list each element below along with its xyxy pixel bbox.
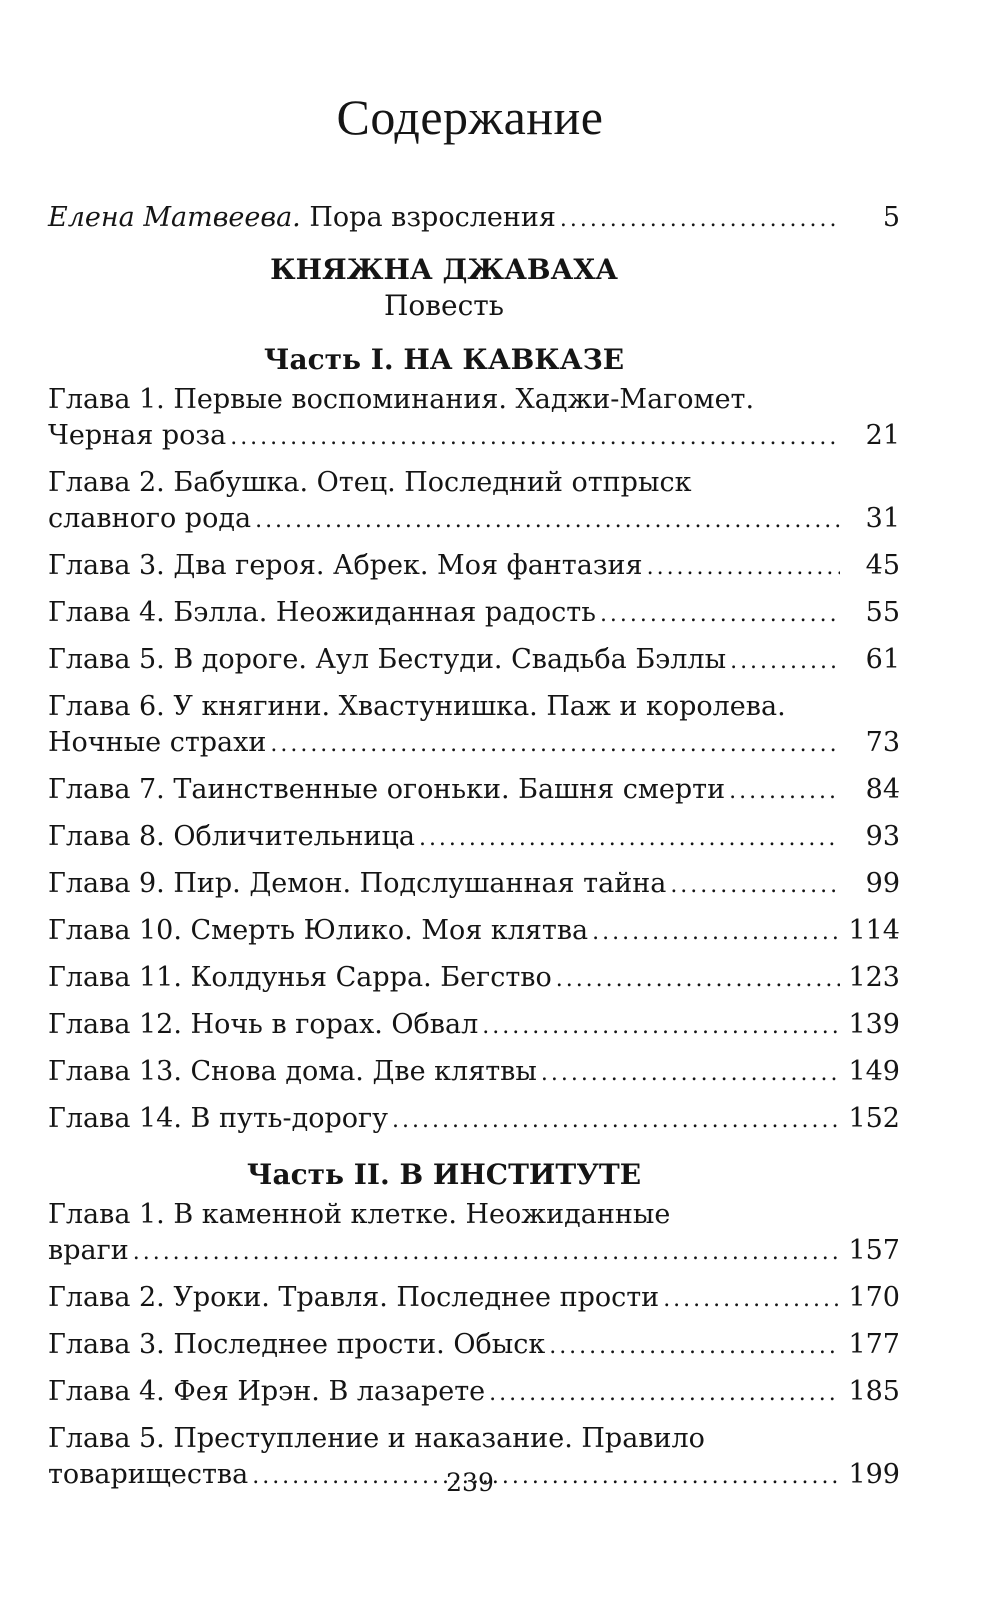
leader-dots <box>482 1009 840 1045</box>
toc-entry-text: Глава 11. Колдунья Сарра. Бегство <box>48 962 552 993</box>
leader-dots <box>730 644 840 680</box>
toc-entry-text: Глава 12. Ночь в горах. Обвал <box>48 1009 479 1040</box>
toc-entry-page: 185 <box>848 1376 900 1407</box>
toc-entry-text: Глава 14. В путь-дорогу <box>48 1103 389 1134</box>
toc-entry-text: Глава 7. Таинственные огоньки. Башня смерти <box>48 774 726 805</box>
toc-entry-line1: Глава 1. Первые воспоминания. Хаджи-Магомет. <box>48 384 755 415</box>
leader-dots <box>419 821 840 857</box>
part-1-chapters <box>48 382 900 1139</box>
toc-entry-text: Глава 5. В дороге. Аул Бестуди. Свадьба Бэллы <box>48 644 727 675</box>
toc-entry[interactable] <box>48 1374 900 1412</box>
toc-entry-page: 5 <box>882 202 900 233</box>
toc-entry-page: 149 <box>848 1056 900 1087</box>
toc-entry[interactable] <box>48 1327 900 1365</box>
toc-entry-intro[interactable] <box>48 200 900 238</box>
toc-entry[interactable] <box>48 595 900 633</box>
toc-entry-page: 73 <box>865 727 900 758</box>
toc-entry-text: Глава 3. Последнее прости. Обыск <box>48 1329 546 1360</box>
toc-entry-page: 21 <box>865 420 900 451</box>
toc-entry-text: Глава 3. Два героя. Абрек. Моя фантазия <box>48 550 643 581</box>
page-number: 239 <box>446 1468 494 1497</box>
leader-dots <box>556 962 840 998</box>
leader-dots <box>392 1103 840 1139</box>
toc-entry-line1: Глава 2. Бабушка. Отец. Последний отпрыск <box>48 467 692 498</box>
toc-entry-page: 45 <box>865 550 900 581</box>
part-1-title: Часть I. НА КАВКАЗЕ <box>263 343 625 376</box>
toc-entry-page: 84 <box>865 774 900 805</box>
book-genre: Повесть <box>383 289 505 322</box>
toc-entry[interactable] <box>48 866 900 904</box>
toc-entry-author: Елена Матвеева. <box>48 202 301 233</box>
toc-entry-page: 123 <box>848 962 900 993</box>
toc-entry[interactable] <box>48 1280 900 1318</box>
toc-entry-line1: Глава 5. Преступление и наказание. Правило <box>48 1423 705 1454</box>
toc-entry[interactable] <box>48 913 900 951</box>
toc-entry[interactable] <box>48 1101 900 1139</box>
toc-entry-line1: Глава 6. У княгини. Хвастунишка. Паж и королева. <box>48 691 786 722</box>
toc-entry[interactable] <box>48 642 900 680</box>
leader-dots <box>270 727 840 763</box>
leader-dots <box>230 420 840 456</box>
toc-entry[interactable] <box>48 960 900 998</box>
toc-entry-page: 99 <box>865 868 900 899</box>
toc-entry[interactable] <box>48 382 900 456</box>
toc-entry-text: Глава 4. Фея Ирэн. В лазарете <box>48 1376 486 1407</box>
toc-entry-line1: Глава 1. В каменной клетке. Неожиданные <box>48 1199 671 1230</box>
toc-entry-page: 199 <box>848 1459 900 1490</box>
leader-dots <box>255 503 840 539</box>
leader-dots <box>133 1235 840 1271</box>
toc-entry-page: 139 <box>848 1009 900 1040</box>
toc-entry-page: 114 <box>848 915 900 946</box>
toc-entry-text: Ночные страхи <box>48 727 267 758</box>
leader-dots <box>670 868 840 904</box>
toc-entry[interactable] <box>48 1197 900 1271</box>
toc-entry-text: Глава 10. Смерть Юлико. Моя клятва <box>48 915 589 946</box>
toc-entry-page: 152 <box>848 1103 900 1134</box>
toc-entry-page: 93 <box>865 821 900 852</box>
toc-entry[interactable] <box>48 465 900 539</box>
leader-dots <box>489 1376 840 1412</box>
toc-entry-text: Черная роза <box>48 420 227 451</box>
toc-entry-text: враги <box>48 1235 129 1266</box>
toc-entry-page: 61 <box>865 644 900 675</box>
leader-dots <box>663 1282 840 1318</box>
toc-entry-text: товарищества <box>48 1459 249 1490</box>
table-of-contents <box>48 200 900 1504</box>
part-2-title: Часть II. В ИНСТИТУТЕ <box>246 1158 642 1191</box>
book-title: КНЯЖНА ДЖАВАХА <box>270 253 618 286</box>
toc-entry-page: 170 <box>848 1282 900 1313</box>
leader-dots <box>541 1056 840 1092</box>
leader-dots <box>560 202 840 238</box>
leader-dots <box>647 550 840 586</box>
toc-entry-text: Глава 8. Обличительница <box>48 821 415 852</box>
toc-entry-page: 55 <box>865 597 900 628</box>
toc-entry[interactable] <box>48 1054 900 1092</box>
toc-entry-page: 31 <box>865 503 900 534</box>
page-title: Содержание <box>336 89 604 145</box>
toc-entry[interactable] <box>48 772 900 810</box>
leader-dots <box>592 915 840 951</box>
toc-entry[interactable] <box>48 819 900 857</box>
leader-dots <box>600 597 840 633</box>
toc-entry-text: славного рода <box>48 503 252 534</box>
toc-entry-page: 177 <box>848 1329 900 1360</box>
toc-entry-text <box>48 200 556 236</box>
toc-entry-text: Глава 13. Снова дома. Две клятвы <box>48 1056 537 1087</box>
toc-entry-text: Глава 9. Пир. Демон. Подслушанная тайна <box>48 868 667 899</box>
toc-entry[interactable] <box>48 689 900 763</box>
toc-entry-text: Глава 2. Уроки. Травля. Последнее прости <box>48 1282 660 1313</box>
toc-entry-title: Пора взросления <box>309 202 556 233</box>
toc-entry-page: 157 <box>848 1235 900 1266</box>
toc-entry[interactable] <box>48 548 900 586</box>
leader-dots <box>549 1329 840 1365</box>
toc-entry-text: Глава 4. Бэлла. Неожиданная радость <box>48 597 596 628</box>
part-2-chapters <box>48 1197 900 1495</box>
toc-entry[interactable] <box>48 1007 900 1045</box>
leader-dots <box>729 774 840 810</box>
